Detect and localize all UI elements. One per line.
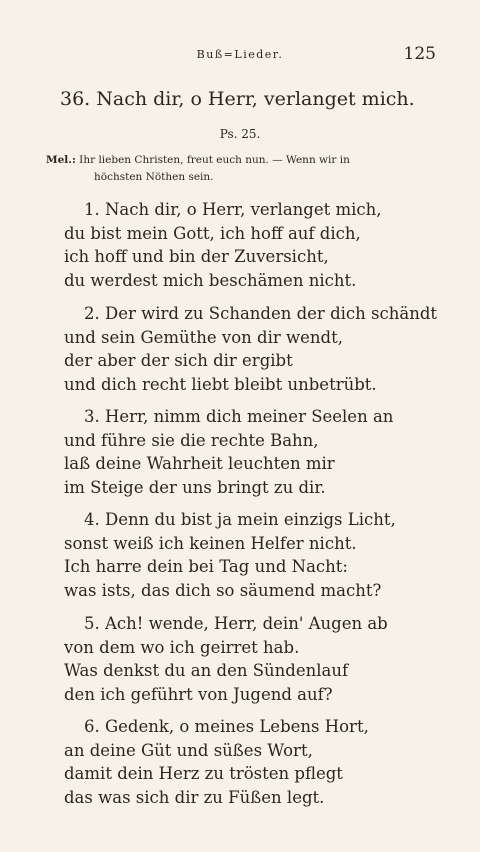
verse-line: 4. Denn du bist ja mein einzigs Licht, xyxy=(84,510,396,529)
verse-6 xyxy=(64,715,454,809)
verse-line: 6. Gedenk, o meines Lebens Hort, xyxy=(84,717,369,736)
verse-line: was ists, das dich so säumend macht? xyxy=(64,580,382,600)
verse-line: von dem wo ich geirret hab. xyxy=(64,637,300,657)
verse-line: an deine Güt und süßes Wort, xyxy=(64,740,313,760)
verse-line: der aber der sich dir ergibt xyxy=(64,351,293,370)
running-head: Buß=Lieder. xyxy=(196,48,284,61)
verse-line: damit dein Herz zu trösten pflegt xyxy=(64,764,343,783)
verse-line: du werdest mich beschämen nicht. xyxy=(64,270,357,290)
psalm-reference: Ps. 25. xyxy=(219,127,261,141)
verse-line: und dich recht liebt bleibt unbetrübt. xyxy=(64,374,377,394)
verse-line: Was denkst du an den Sündenlauf xyxy=(64,661,349,680)
verse-line: und führe sie die rechte Bahn, xyxy=(64,430,319,450)
melody-label: Mel.: xyxy=(46,154,76,166)
verse-line: du bist mein Gott, ich hoff auf dich, xyxy=(64,223,361,243)
verse-line: ich hoff und bin der Zuversicht, xyxy=(64,247,329,266)
melody-text-1: Ihr lieben Christen, freut euch nun. — Wenn wir in xyxy=(79,154,350,166)
melody-line-1 xyxy=(46,152,446,169)
verse-line: 2. Der wird zu Schanden der dich schändt xyxy=(84,304,438,323)
verse-line: und sein Gemüthe von dir wendt, xyxy=(64,327,343,347)
verse-5 xyxy=(64,612,454,706)
verse-line: 1. Nach dir, o Herr, verlanget mich, xyxy=(84,200,382,219)
verse-2 xyxy=(64,302,454,396)
melody-line-2: höchsten Nöthen sein. xyxy=(94,171,214,183)
page-header xyxy=(0,46,480,66)
verse-4 xyxy=(64,508,454,602)
verse-1 xyxy=(64,198,454,292)
verse-3 xyxy=(64,405,454,499)
verse-line: 3. Herr, nimm dich meiner Seelen an xyxy=(84,407,394,426)
page-number: 125 xyxy=(403,44,436,64)
verse-line: den ich geführt von Jugend auf? xyxy=(64,684,333,704)
melody-note xyxy=(46,152,446,186)
verse-line: im Steige der uns bringt zu dir. xyxy=(64,477,326,497)
verse-line: 5. Ach! wende, Herr, dein' Augen ab xyxy=(84,614,388,633)
hymn-title: 36. Nach dir, o Herr, verlanget mich. xyxy=(60,88,415,110)
verse-line: Ich harre dein bei Tag und Nacht: xyxy=(64,557,348,576)
verse-line: das was sich dir zu Füßen legt. xyxy=(64,787,325,807)
verse-line: laß deine Wahrheit leuchten mir xyxy=(64,454,335,473)
verse-line: sonst weiß ich keinen Helfer nicht. xyxy=(64,533,357,553)
